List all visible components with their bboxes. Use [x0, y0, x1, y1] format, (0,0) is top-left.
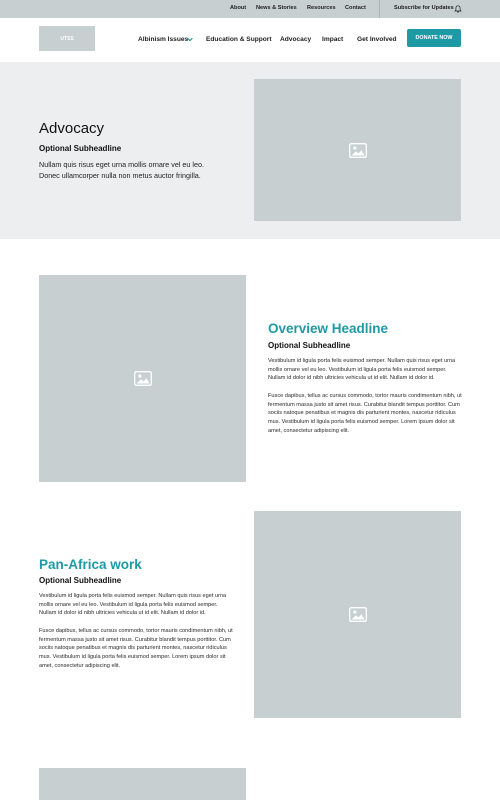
nav-item-albinism-issues[interactable]: Albinism Issues [138, 36, 189, 43]
image-icon [349, 143, 367, 158]
pan-africa-headline: Pan-Africa work [39, 557, 142, 572]
hero-image-placeholder [254, 79, 461, 221]
nav-item-advocacy[interactable]: Advocacy [280, 36, 312, 43]
utility-link-contact[interactable]: Contact [345, 5, 366, 11]
donate-button[interactable]: DONATE NOW [407, 29, 461, 47]
overview-subheadline: Optional Subheadline [268, 341, 351, 350]
pan-africa-subheadline: Optional Subheadline [39, 576, 122, 585]
pan-africa-paragraph-1: Vestibulum id ligula porta felis euismod semper. Nullam quis risus eget urna mollis ornare vel eu leo. Vestibulum id ligula porta felis euismod semper. Nullam id dolor id nibh ultricies vehicula ut id elit. Nullam id dolor id. [39, 593, 227, 617]
utility-divider [379, 0, 380, 18]
overview-paragraph-1: Vestibulum id ligula porta felis euismod semper. Nullam quis risus eget urna mollis ornare vel eu leo. Vestibulum id ligula porta felis euismod semper. Nullam id dolor id nibh ultricies vehicula ut id elit. Nullam id dolor id. [268, 358, 456, 382]
bell-icon[interactable] [454, 5, 462, 13]
overview-paragraph-2: Fusce dapibus, tellus ac cursus commodo, tortor mauris condimentum nibh, ut fermentum massa justo sit amet risus. Curabitur blandit tempus porttitor. Cum sociis natoque penatibus et magnis dis parturient montes, nascetur ridiculus mus. Vestibulum id ligula porta felis euismod semper. Lorem ipsum dolor sit amet, consectetur adipiscing elit. [268, 393, 462, 434]
page-title: Advocacy [39, 120, 105, 137]
chevron-down-icon[interactable] [187, 37, 193, 42]
subscribe-link[interactable]: Subscribe for Updates [394, 5, 454, 11]
nav-item-education-support[interactable]: Education & Support [206, 36, 272, 43]
utility-link-resources[interactable]: Resources [307, 5, 336, 11]
hero-section [0, 62, 500, 239]
image-icon [349, 607, 367, 622]
pan-africa-paragraph-2: Fusce dapibus, tellus ac cursus commodo, tortor mauris condimentum nibh, ut fermentum massa justo sit amet risus. Curabitur blandit tempus porttitor. Cum sociis natoque penatibus et magnis dis parturient montes, nascetur ridiculus mus. Vestibulum id ligula porta felis euismod semper. Lorem ipsum dolor sit amet, consectetur adipiscing elit. [39, 628, 233, 669]
utility-link-about[interactable]: About [230, 5, 247, 11]
utility-bar [0, 0, 500, 18]
overview-image-placeholder [39, 275, 246, 482]
nav-item-get-involved[interactable]: Get Involved [357, 36, 397, 43]
image-icon [134, 371, 152, 386]
hero-description: Nullam quis risus eget urna mollis ornare vel eu leo. Donec ullamcorper nulla non metus auctor fringilla. [39, 160, 204, 180]
overview-headline: Overview Headline [268, 321, 389, 336]
main-header [0, 18, 500, 62]
pan-africa-image-placeholder [254, 511, 461, 718]
hero-subheadline: Optional Subheadline [39, 144, 122, 153]
nav-item-impact[interactable]: Impact [322, 36, 344, 43]
next-section-image-placeholder [39, 768, 246, 800]
utility-link-news[interactable]: News & Stories [256, 5, 297, 11]
site-logo[interactable]: UTSS [39, 26, 95, 51]
